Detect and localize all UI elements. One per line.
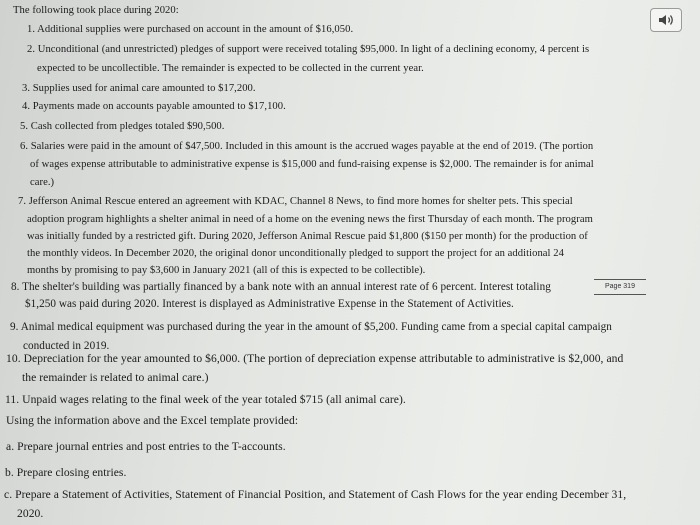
- item-8-line-1: 8. The shelter's building was partially financed by a bank note with an annual interest rate of 6 percent. Interest totaling: [11, 281, 551, 293]
- item-5-line-1: 5. Cash collected from pledges totaled $90,500.: [20, 121, 225, 132]
- item-1-line-1: 1. Additional supplies were purchased on account in the amount of $16,050.: [27, 24, 354, 35]
- item-8-line-2: $1,250 was paid during 2020. Interest is displayed as Administrative Expense in the Statement of Activities.: [25, 298, 514, 310]
- item-7-line-5: months by promising to pay $3,600 in January 2021 (all of this is expected to be collectible).: [27, 265, 426, 276]
- speaker-button[interactable]: [650, 8, 682, 32]
- intro-text: The following took place during 2020:: [13, 5, 179, 16]
- item-4-line-1: 4. Payments made on accounts payable amounted to $17,100.: [22, 101, 286, 112]
- item-9-line-2: conducted in 2019.: [23, 340, 110, 352]
- item-6-line-3: care.): [30, 177, 55, 188]
- item-7-line-4: the monthly videos. In December 2020, the original donor unconditionally pledged to support the project for an additional 24: [27, 248, 564, 259]
- task-a: a. Prepare journal entries and post entries to the T-accounts.: [6, 440, 286, 453]
- item-2-line-2: expected to be uncollectible. The remainder is expected to be collected in the current year.: [37, 63, 424, 74]
- speaker-icon: [657, 13, 675, 27]
- item-6-line-1: 6. Salaries were paid in the amount of $47,500. Included in this amount is the accrued wages payable at the end of 2019. (The portion: [20, 141, 594, 152]
- instructions-text: Using the information above and the Excel template provided:: [6, 414, 299, 427]
- item-10-line-1: 10. Depreciation for the year amounted to $6,000. (The portion of depreciation expense attributable to administrative is $2,000, and: [6, 352, 624, 365]
- task-b: b. Prepare closing entries.: [5, 466, 127, 479]
- item-2-line-1: 2. Unconditional (and unrestricted) pledges of support were received totaling $95,000. In light of a declining economy, 4 percent is: [27, 44, 590, 55]
- page-reference-label: Page 319: [594, 279, 646, 295]
- item-9-line-1: 9. Animal medical equipment was purchased during the year in the amount of $5,200. Funding came from a special capital campaign: [10, 321, 612, 333]
- item-6-line-2: of wages expense attributable to administrative expense is $15,000 and fund-raising expense is $2,000. The remainder is for animal: [30, 159, 594, 170]
- item-7-line-3: was initially funded by a restricted gift. During 2020, Jefferson Animal Rescue paid $1,800 ($150 per month) for the production of: [27, 231, 588, 242]
- item-3-line-1: 3. Supplies used for animal care amounted to $17,200.: [22, 83, 256, 94]
- task-c-line-1: c. Prepare a Statement of Activities, Statement of Financial Position, and Statement of Cash Flows for the year ending December 31,: [4, 488, 627, 501]
- item-7-line-2: adoption program highlights a shelter animal in need of a home on the evening news the first Thursday of each month. The program: [27, 214, 593, 225]
- item-11-line-1: 11. Unpaid wages relating to the final week of the year totaled $715 (all animal care).: [5, 393, 406, 406]
- item-10-line-2: the remainder is related to animal care.): [22, 371, 209, 384]
- task-c-line-2: 2020.: [17, 507, 44, 520]
- item-7-line-1: 7. Jefferson Animal Rescue entered an agreement with KDAC, Channel 8 News, to find more homes for shelter pets. This special: [18, 196, 573, 207]
